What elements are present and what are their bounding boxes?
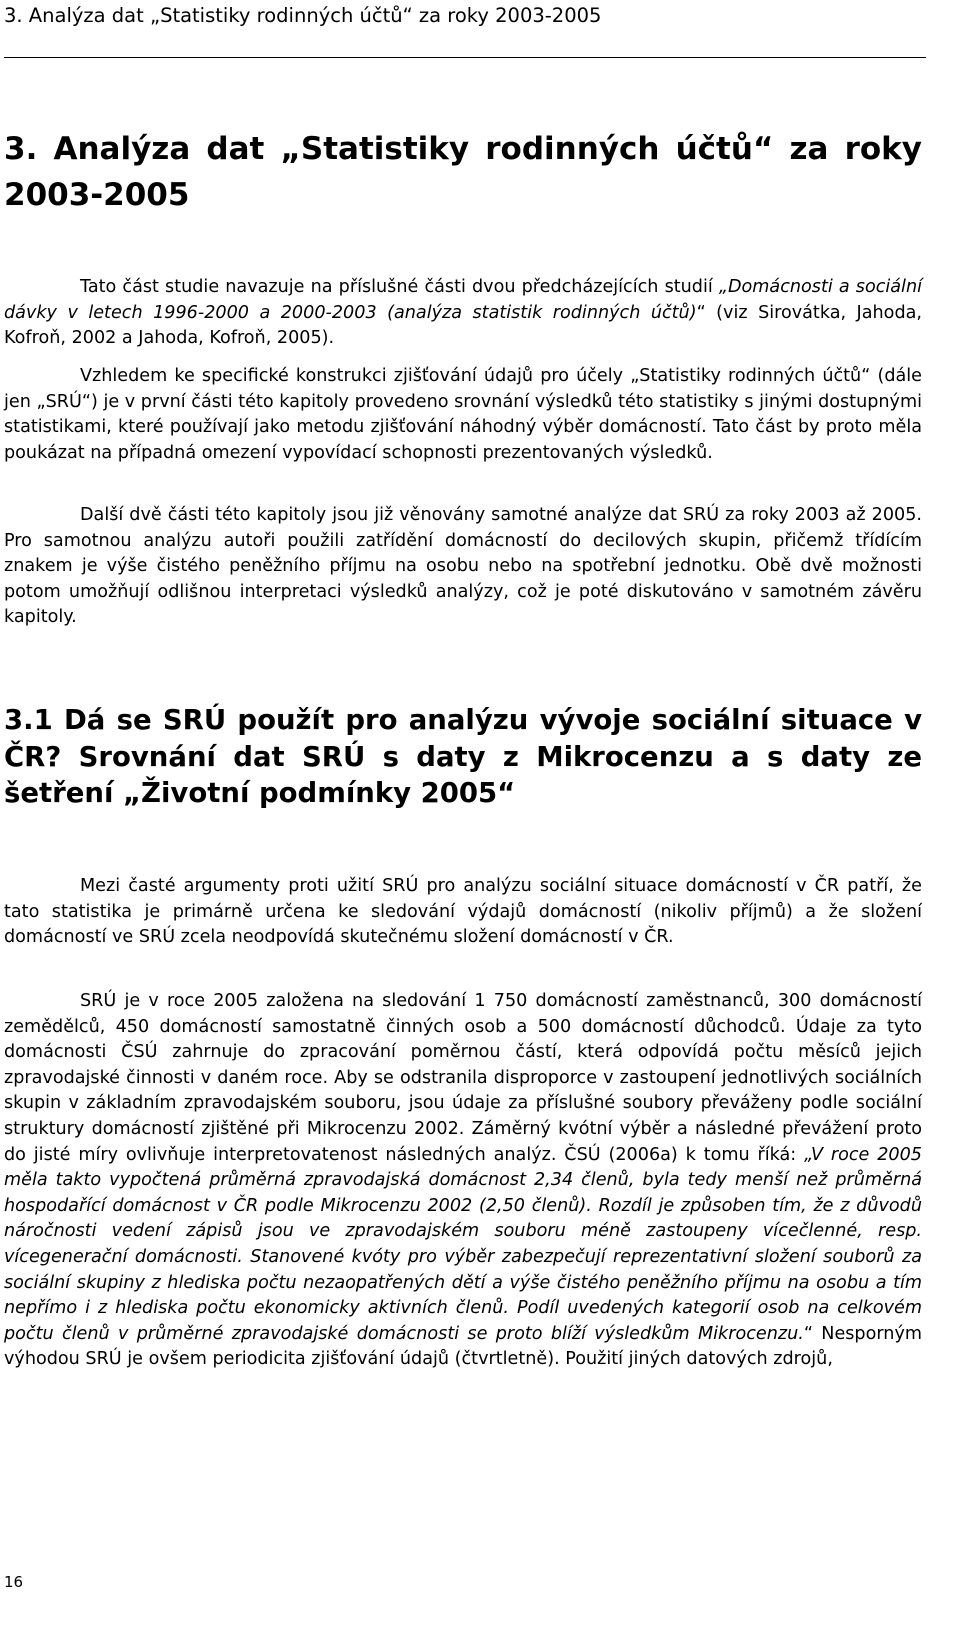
paragraph-sru-text-b: “ Nesporným výhodou SRÚ je ovšem periodicita zjišťování údajů (čtvrtletně). Použití jiných datových zdrojů,: [4, 1323, 922, 1370]
paragraph-arguments: Mezi časté argumenty proti užití SRÚ pro analýzu sociální situace domácností v ČR patří, že tato statistika je primárně určena ke sledování výdajů domácností (nikoliv příjmů) a že složení domácností ve SRÚ zcela neodpovídá skutečnému složení domácností v ČR.: [4, 876, 922, 947]
page-number: 16: [4, 1573, 24, 1591]
paragraph-comparison: Vzhledem ke specifické konstrukci zjišťování údajů pro účely „Statistiky rodinných účtů“ (dále jen „SRÚ“) je v první části této kapitoly provedeno srovnání výsledků této statistiky s jinými dostupnými statistikami, které používají jako metodu zjišťování náhodný výběr domácností. Tato část by proto měla poukázat na případná omezení vypovídací schopnosti prezentovaných výsledků.: [4, 366, 922, 463]
paragraph-intro-italic: „Domácnosti a sociální dávky v letech 1996-2000 a 2000-2003 (analýza statistik rodinných účtů): [4, 277, 922, 323]
paragraph-sru-quote: „V roce 2005 měla takto vypočtená průměrná zpravodajská domácnost 2,34 členů, byla tedy menší než průměrná hospodařící domácnost v ČR podle Mikrocenzu 2002 (2,50 členů). Rozdíl je způsoben tím, že z důvodů náročnosti vedení zápisů jsou ve zpravodajském souboru méně zastoupeny vícečlenné, resp. vícegenerační domácnosti. Stanovené kvóty pro výběr zabezpečují reprezentativní složení souborů za sociální skupiny z hlediska počtu nezaopatřených dětí a výše čistého peněžního příjmu na osobu a tím nepřímo i z hlediska počtu ekonomicky aktivních členů. Podíl uvedených kategorií osob na celkovém počtu členů v průměrné zpravodajské domácnosti se proto blíží výsledkům Mikrocenzu.: [4, 1144, 922, 1344]
section-heading: 3.1 Dá se SRÚ použít pro analýzu vývoje sociální situace v ČR? Srovnání dat SRÚ s daty z Mikrocenzu a s daty ze šetření „Životní podmínky 2005“: [4, 704, 922, 809]
chapter-heading: 3. Analýza dat „Statistiky rodinných účtů“ za roky 2003-2005: [4, 131, 922, 213]
paragraph-sru-sample: [4, 989, 922, 1373]
paragraph-analysis-method: Další dvě části této kapitoly jsou již věnovány samotné analýze dat SRÚ za roky 2003 až 2005. Pro samotnou analýzu autoři použili zatřídění domácností do decilových skupin, přičemž třídícím znakem je výše čistého peněžního příjmu na osobu nebo na spotřební jednotku. Obě dvě možnosti potom umožňují odlišnou interpretaci výsledků analýzy, což je poté diskutováno v samotném závěru kapitoly.: [4, 505, 922, 627]
running-header: 3. Analýza dat „Statistiky rodinných účtů“ za roky 2003-2005: [4, 4, 602, 27]
header-divider: [4, 57, 926, 58]
paragraph-intro-text-a: Tato část studie navazuje na příslušné části dvou předcházejících studií: [80, 277, 719, 297]
paragraph-sru-text-a: SRÚ je v roce 2005 založena na sledování 1 750 domácností zaměstnanců, 300 domácností zemědělců, 450 domácností samostatně činných osob a 500 domácností důchodců. Údaje za tyto domácnosti ČSÚ zahrnuje do zpracování poměrnou částí, která odpovídá počtu měsíců jejich zpravodajské činnosti v daném roce. Aby se odstranila disproporce v zastoupení jednotlivých sociálních skupin v základním zpravodajském souboru, jsou údaje za příslušné soubory převáženy podle sociální struktury domácností zjištěné při Mikrocenzu 2002. Záměrný kvótní výběr a následné převážení proto do jisté míry ovlivňuje interpretovatenost následných analýz. ČSÚ (2006a) k tomu říká:: [4, 991, 922, 1165]
paragraph-intro: [4, 275, 922, 352]
paragraph-intro-text-b: “ (viz Sirovátka, Jahoda, Kofroň, 2002 a Jahoda, Kofroň, 2005).: [4, 302, 922, 348]
